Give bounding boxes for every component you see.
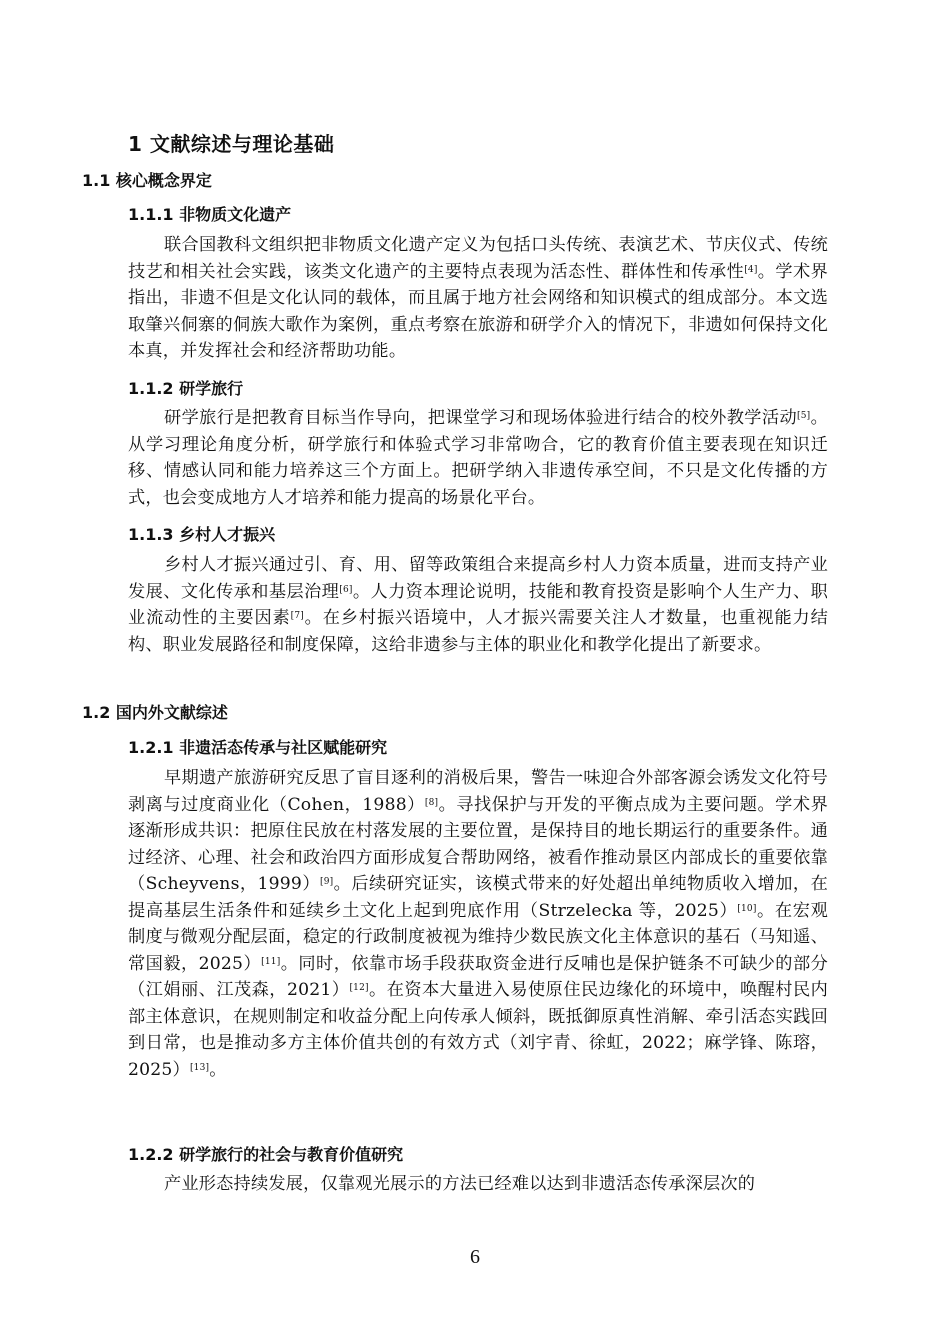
paragraph-rural-talent [128,552,828,658]
subsection-heading-1-2-2: 1.2.2 研学旅行的社会与教育价值研究 [128,1145,404,1164]
text: 乡村人才振兴通过引、育、用、留等政策组合来提高乡村人力资本质量，进而支持产业发展、文化传承和基层治理 [128,555,828,602]
subsection-heading-1-1-3: 1.1.3 乡村人才振兴 [128,525,276,544]
text: 。后续研究证实，该模式带来的好处超出单纯物质收入增加，在提高基层生活条件和延续乡土文化上起到兜底作用（Strzelecka 等，2025） [128,874,828,921]
text: 产业形态持续发展，仅靠观光展示的方法已经难以达到非遗活态传承深层次的 [164,1174,756,1194]
paragraph-study-travel [128,405,828,511]
citation-ref: [5] [797,411,811,421]
page-number: 6 [470,1246,480,1268]
text: 。 [209,1059,227,1080]
paragraph-literature-review [128,765,828,1083]
text: 研学旅行是把教育目标当作导向，把课堂学习和现场体验进行结合的校外教学活动 [164,408,798,428]
subsection-heading-1-1-1: 1.1.1 非物质文化遗产 [128,205,292,224]
text: 早期遗产旅游研究反思了盲目逐利的消极后果，警告一味迎合外部客源会诱发文化符号剥离与过度商业化（Cohen，1988） [128,768,828,815]
paragraph-ich-definition [128,232,828,365]
citation-ref: [8] [424,797,439,808]
citation-ref: [4] [744,264,758,275]
citation-ref: [13] [189,1062,210,1073]
section-heading-1-1: 1.1 核心概念界定 [82,171,212,190]
citation-ref: [9] [320,877,334,887]
text: 。学术界指出，非遗不但是文化认同的载体，而且属于地方社会网络和知识模式的组成部分。本文选取肇兴侗寨的侗族大歌作为案例，重点考察在旅游和研学介入的情况下，非遗如何保持文化本真，并发挥社会和经济帮助功能。 [128,261,828,361]
text: 。从学习理论角度分析，研学旅行和体验式学习非常吻合，它的教育价值主要表现在知识迁移、情感认同和能力培养这三个方面上。把研学纳入非遗传承空间，不只是文化传播的方式，也会变成地方人才培养和能力提高的场景化平台。 [128,408,828,508]
citation-ref: [6] [339,584,353,595]
text: 。寻找保护与开发的平衡点成为主要问题。学术界逐渐形成共识：把原住民放在村落发展的主要位置，是保持目的地长期运行的重要条件。通过经济、心理、社会和政治四方面形成复合帮助网络，被看作推动景区内部成长的重要依靠（Scheyvens，1999） [128,794,828,894]
text: 。人力资本理论说明，技能和教育投资是影响个人生产力、职业流动性的主要因素 [128,581,829,628]
subsection-heading-1-2-1: 1.2.1 非遗活态传承与社区赋能研究 [128,738,388,757]
paragraph-study-travel-value [128,1171,828,1198]
text: 联合国教科文组织把非物质文化遗产定义为包括口头传统、表演艺术、节庆仪式、传统技艺和相关社会实践，该类文化遗产的主要特点表现为活态性、群体性和传承性 [128,235,828,282]
citation-ref: [7] [290,611,304,621]
text: 。在乡村振兴语境中，人才振兴需要关注人才数量，也重视能力结构、职业发展路径和制度保障，这给非遗参与主体的职业化和教学化提出了新要求。 [128,608,828,655]
section-heading-1-2: 1.2 国内外文献综述 [82,703,228,722]
citation-ref: [10] [737,903,757,914]
subsection-heading-1-1-2: 1.1.2 研学旅行 [128,379,244,398]
citation-ref: [12] [349,983,369,993]
text: 。在资本大量进入易使原住民边缘化的环境中，唤醒村民内部主体意识，在规则制定和收益分配上向传承人倾斜，既抵御原真性消解、牵引活态实践回到日常，也是推动多方主体价值共创的有效方式（刘宇青、徐虹，2022；麻学锋、陈瑢，2025） [128,980,829,1080]
text: 。在宏观制度与微观分配层面，稳定的行政制度被视为维持少数民族文化主体意识的基石（马知遥、常国毅，2025） [128,900,828,974]
chapter-heading: 1 文献综述与理论基础 [128,132,335,156]
text: 。同时，依靠市场手段获取资金进行反哺也是保护链条不可缺少的部分（江娟丽、江茂森，2021） [128,953,828,1000]
citation-ref: [11] [261,956,281,967]
